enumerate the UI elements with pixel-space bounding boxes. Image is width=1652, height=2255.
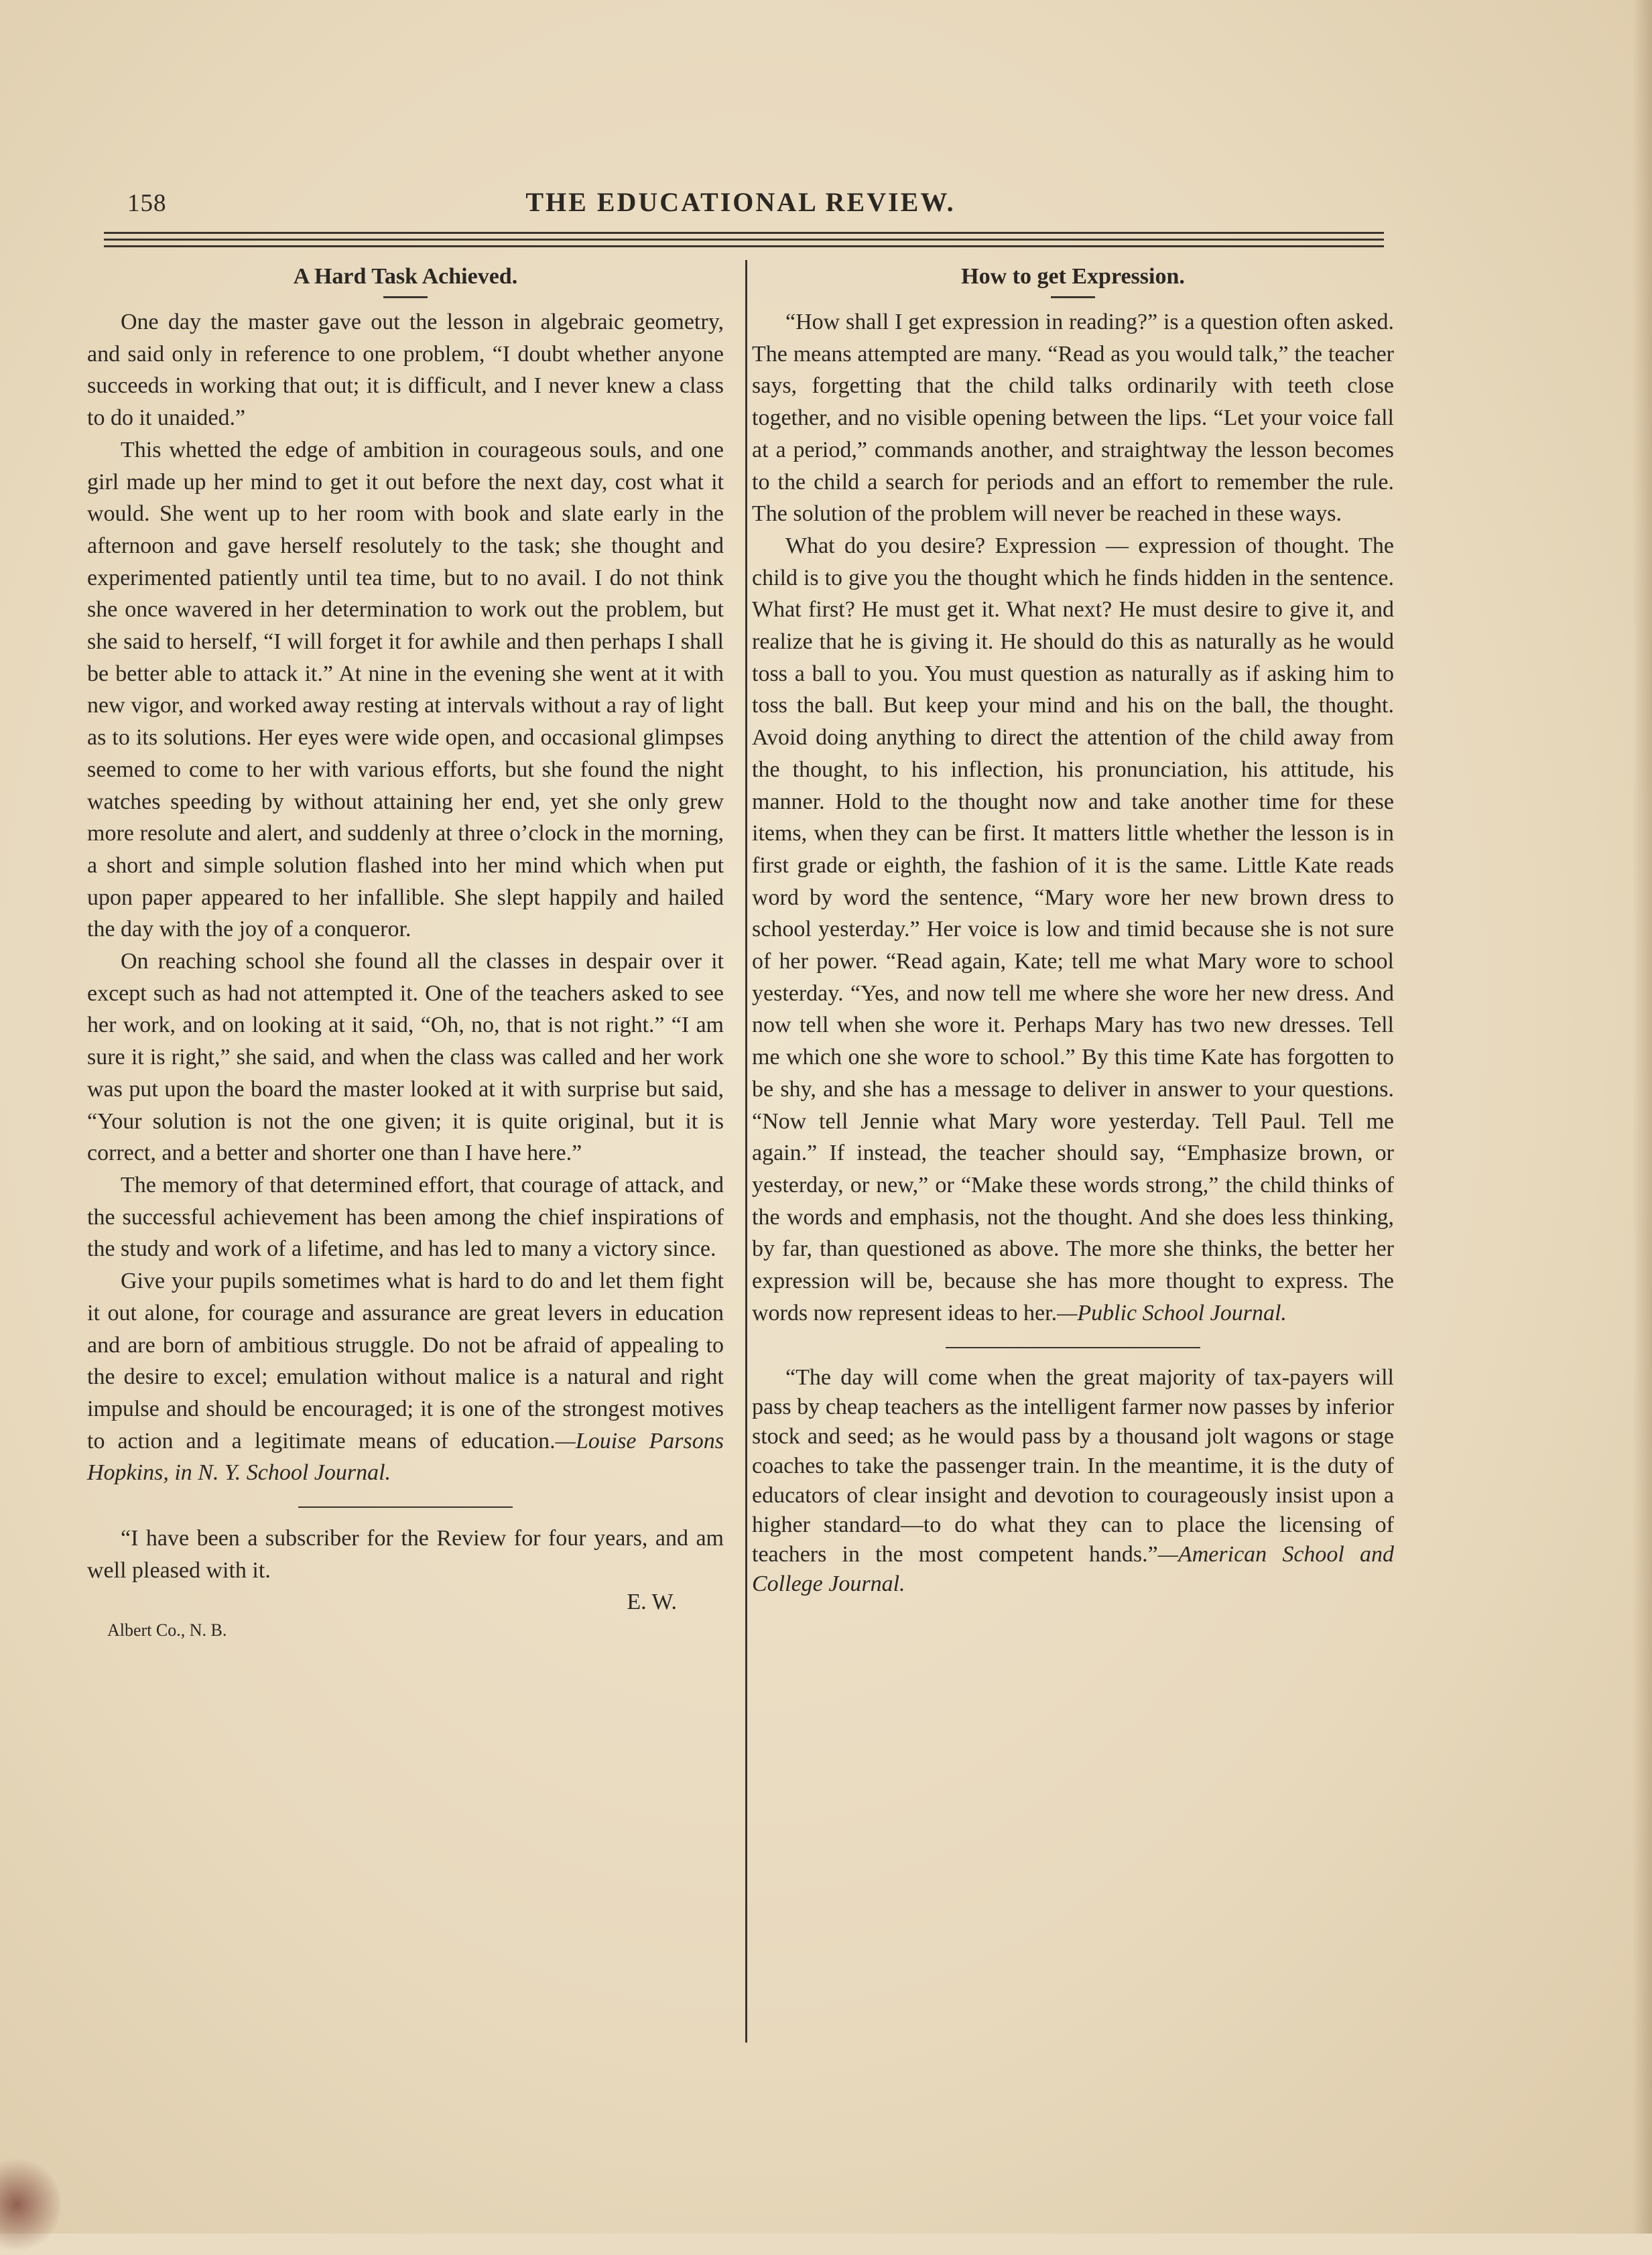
article-source: —Louise Parsons Hopkins, in N. Y. School Journal. <box>87 1428 724 1486</box>
quote-paragraph <box>752 1363 1394 1599</box>
article-paragraph: On reaching school she found all the classes in despair over it except such as had not attempted it. One of the teachers asked to see her work, and on looking at it said, “Oh, no, that is not right.” “I am sure it is right,” she said, and when the class was called and her work was put upon the board the master looked at it with surprise but said, “Your solution is not the one given; it is quite original, but it is correct, and a better and shorter one than I have here.” <box>87 949 724 1166</box>
section-rule <box>946 1347 1200 1348</box>
article-source: —Public School Journal. <box>1057 1300 1287 1326</box>
title-rule <box>1051 296 1095 298</box>
article-paragraph: “How shall I get expression in reading?” is a question often asked. The means attempted are many. “Read as you would talk,” the teacher says, forgetting that the child talks ordinarily with teeth close together, and no visible opening between the lips. “Let your voice fall at a period,” commands another, and straightway the lesson becomes to the child a search for periods and an effort to remember the rule. The solution of the problem will never be reached in these ways. <box>752 310 1394 527</box>
page-edge-shadow <box>1632 0 1652 2234</box>
article-title: A Hard Task Achieved. <box>293 264 518 289</box>
article-paragraph-text: Give your pupils sometimes what is hard to do and let them fight it out alone, for courage and assurance are great levers in education and are born of ambitious struggle. Do not be afraid of appealing to the desire to excel; emulation without malice is a natural and right impulse and should be encouraged; it is one of the strongest motives to action and a legitimate means of education. <box>87 1269 724 1454</box>
letter-signature-line <box>87 1586 724 1618</box>
left-column <box>87 258 724 1642</box>
letter-initials: E. W. <box>627 1590 677 1615</box>
quote-text: “The day will come when the great majority of tax-payers will pass by cheap teachers as the intelligent farmer now passes by inferior stock and seed; as he would pass by a thousand jolt wagons or stage coaches to take the passenger train. In the meantime, it is the duty of educators of clear insight and devotion to courageously insist upon a higher standard—to do what they can to place the licensing of teachers in the most competent hands.” <box>752 1364 1394 1567</box>
header-rule-bottom <box>104 245 1384 247</box>
quote-source: —American School and College Journal. <box>752 1541 1394 1596</box>
page-number: 158 <box>127 190 167 217</box>
article-paragraph: The memory of that determined effort, that courage of attack, and the successful achievement has been among the chief inspirations of the study and work of a lifetime, and has led to many a victory since. <box>87 1172 724 1262</box>
letter-text: “I have been a subscriber for the Review for four years, and am well pleased with it. <box>87 1526 724 1583</box>
running-title: THE EDUCATIONAL REVIEW. <box>525 187 956 217</box>
column-divider <box>745 260 747 2043</box>
article-paragraph: One day the master gave out the lesson in algebraic geometry, and said only in reference to one problem, “I doubt whether anyone succeeds in working that out; it is difficult, and I never knew a class to do it unaided.” <box>87 310 724 431</box>
section-rule <box>298 1506 513 1508</box>
header-rule-top <box>104 232 1384 234</box>
article-paragraph <box>752 530 1394 1330</box>
right-column <box>752 258 1394 1599</box>
article-paragraph <box>87 1265 724 1489</box>
article-title: How to get Expression. <box>961 264 1185 289</box>
title-rule <box>383 296 428 298</box>
header-rule-middle <box>104 239 1384 241</box>
letter-location: Albert Co., N. B. <box>107 1620 227 1640</box>
article-paragraph-text: What do you desire? Expression — expression of thought. The child is to give you the thought which he finds hidden in the sentence. What first? He must get it. What next? He must desire to give it, and realize that he is giving it. He should do this as naturally as he would toss a ball to you. You must question as naturally as if asking him to toss the ball. But keep your mind and his on the ball, the thought. Avoid doing anything to direct the attention of the child away from the thought, to his inflection, his pronunciation, his attitude, his manner. Hold to the thought now and take another time for these items, when they can be first. It matters little whether the lesson is in first grade or eighth, the fashion of it is the same. Little Kate reads word by word the sentence, “Mary wore her new brown dress to school yesterday.” Her voice is low and timid because she is not sure of her power. “Read again, Kate; tell me what Mary wore to school yesterday. “Yes, and now tell me where she wore her new dress. And now tell when she wore it. Perhaps Mary has two new dresses. Tell me which one she wore to school.” By this time Kate has forgotten to be shy, and she has a message to deliver in answer to your questions. “Now tell Jennie what Mary wore yesterday. Tell Paul. Tell me again.” If instead, the teacher should say, “Emphasize brown, or yesterday, or new,” or “Make these words strong,” the child thinks of the words and emphasis, not the thought. And she does less thinking, by far, than questioned as above. The more she thinks, the better her expression will be, because she has more thought to express. The words now represent ideas to her. <box>752 533 1394 1326</box>
article-paragraph: This whetted the edge of ambition in courageous souls, and one girl made up her mind to get it out before the next day, cost what it would. She went up to her room with book and slate early in the afternoon and gave herself resolutely to the task; she thought and experimented patiently until tea time, but to no avail. I do not think she once wavered in her determination to work out the problem, but she said to herself, “I will forget it for awhile and then perhaps I shall be better able to attack it.” At nine in the evening she went at it with new vigor, and worked away resting at intervals without a ray of light as to its solutions. Her eyes were wide open, and occasional glimpses seemed to come to her with various efforts, but she found the night watches speeding by without attaining her end, yet she only grew more resolute and alert, and suddenly at three o’clock in the morning, a short and simple solution flashed into her mind which when put upon paper appeared to her infallible. She slept happily and hailed the day with the joy of a conqueror. <box>87 437 724 942</box>
